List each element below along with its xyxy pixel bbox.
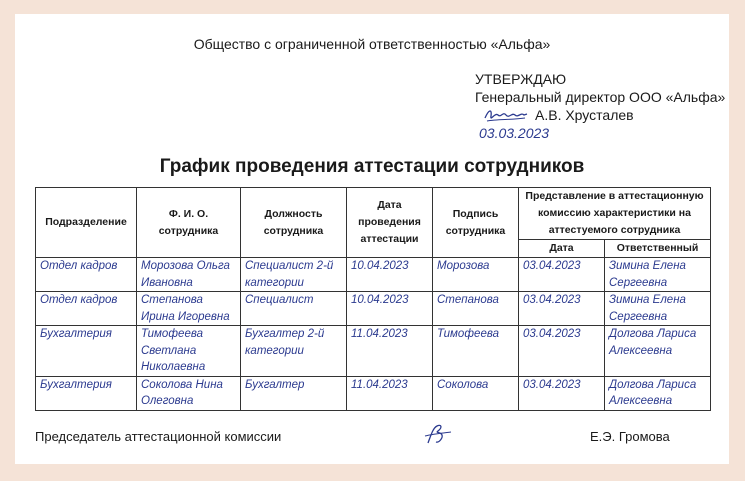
cell-date: 10.04.2023 xyxy=(347,292,433,326)
approval-date: 03.03.2023 xyxy=(479,125,550,141)
cell-position: Специалист 2-й категории xyxy=(241,258,347,292)
header-pres-date: Дата xyxy=(519,240,605,258)
table-row xyxy=(36,292,711,326)
chair-signature-icon xyxy=(423,423,453,447)
cell-fio: Тимофеева Светлана Николаевна xyxy=(137,326,241,377)
cell-fio: Морозова Ольга Ивановна xyxy=(137,258,241,292)
document-page xyxy=(15,14,729,464)
cell-responsible: Долгова Лариса Алексеевна xyxy=(605,326,711,377)
approval-heading: УТВЕРЖДАЮ xyxy=(475,71,567,87)
header-fio: Ф. И. О. сотрудника xyxy=(137,188,241,258)
cell-pres-date: 03.04.2023 xyxy=(519,326,605,377)
cell-department: Бухгалтерия xyxy=(36,326,137,377)
table-row xyxy=(36,258,711,292)
cell-responsible: Зимина Елена Сергеевна xyxy=(605,258,711,292)
cell-signature: Соколова xyxy=(433,376,519,410)
cell-position: Бухгалтер 2-й категории xyxy=(241,326,347,377)
cell-fio: Степанова Ирина Игоревна xyxy=(137,292,241,326)
cell-date: 11.04.2023 xyxy=(347,376,433,410)
cell-date: 11.04.2023 xyxy=(347,326,433,377)
header-department: Подразделение xyxy=(36,188,137,258)
header-date: Дата проведения аттестации xyxy=(347,188,433,258)
approval-position: Генеральный директор ООО «Альфа» xyxy=(475,89,726,105)
header-pres-responsible: Ответственный xyxy=(605,240,711,258)
attestation-schedule-table xyxy=(35,187,711,411)
chair-label: Председатель аттестационной комиссии xyxy=(35,429,282,444)
table-row xyxy=(36,376,711,410)
cell-position: Специалист xyxy=(241,292,347,326)
table-row xyxy=(36,326,711,377)
header-position: Должность сотрудника xyxy=(241,188,347,258)
cell-signature: Тимофеева xyxy=(433,326,519,377)
cell-responsible: Долгова Лариса Алексеевна xyxy=(605,376,711,410)
cell-position: Бухгалтер xyxy=(241,376,347,410)
approval-block xyxy=(475,70,725,142)
cell-responsible: Зимина Елена Сергеевна xyxy=(605,292,711,326)
header-signature: Подпись сотрудника xyxy=(433,188,519,258)
cell-signature: Морозова xyxy=(433,258,519,292)
cell-department: Отдел кадров xyxy=(36,292,137,326)
approval-signer: А.В. Хрусталев xyxy=(535,107,634,123)
director-signature-icon xyxy=(483,106,529,124)
approval-sign-row xyxy=(475,106,725,124)
cell-pres-date: 03.04.2023 xyxy=(519,376,605,410)
chair-name: Е.Э. Громова xyxy=(590,429,670,444)
cell-date: 10.04.2023 xyxy=(347,258,433,292)
cell-signature: Степанова xyxy=(433,292,519,326)
cell-pres-date: 03.04.2023 xyxy=(519,258,605,292)
cell-pres-date: 03.04.2023 xyxy=(519,292,605,326)
cell-department: Отдел кадров xyxy=(36,258,137,292)
cell-department: Бухгалтерия xyxy=(36,376,137,410)
cell-fio: Соколова Нина Олеговна xyxy=(137,376,241,410)
header-presentation: Представление в аттестационную комиссию характеристики на аттестуемого сотрудника xyxy=(519,188,711,240)
organization-name: Общество с ограниченной ответственностью «Альфа» xyxy=(193,36,551,52)
document-title: График проведения аттестации сотрудников xyxy=(159,156,585,177)
